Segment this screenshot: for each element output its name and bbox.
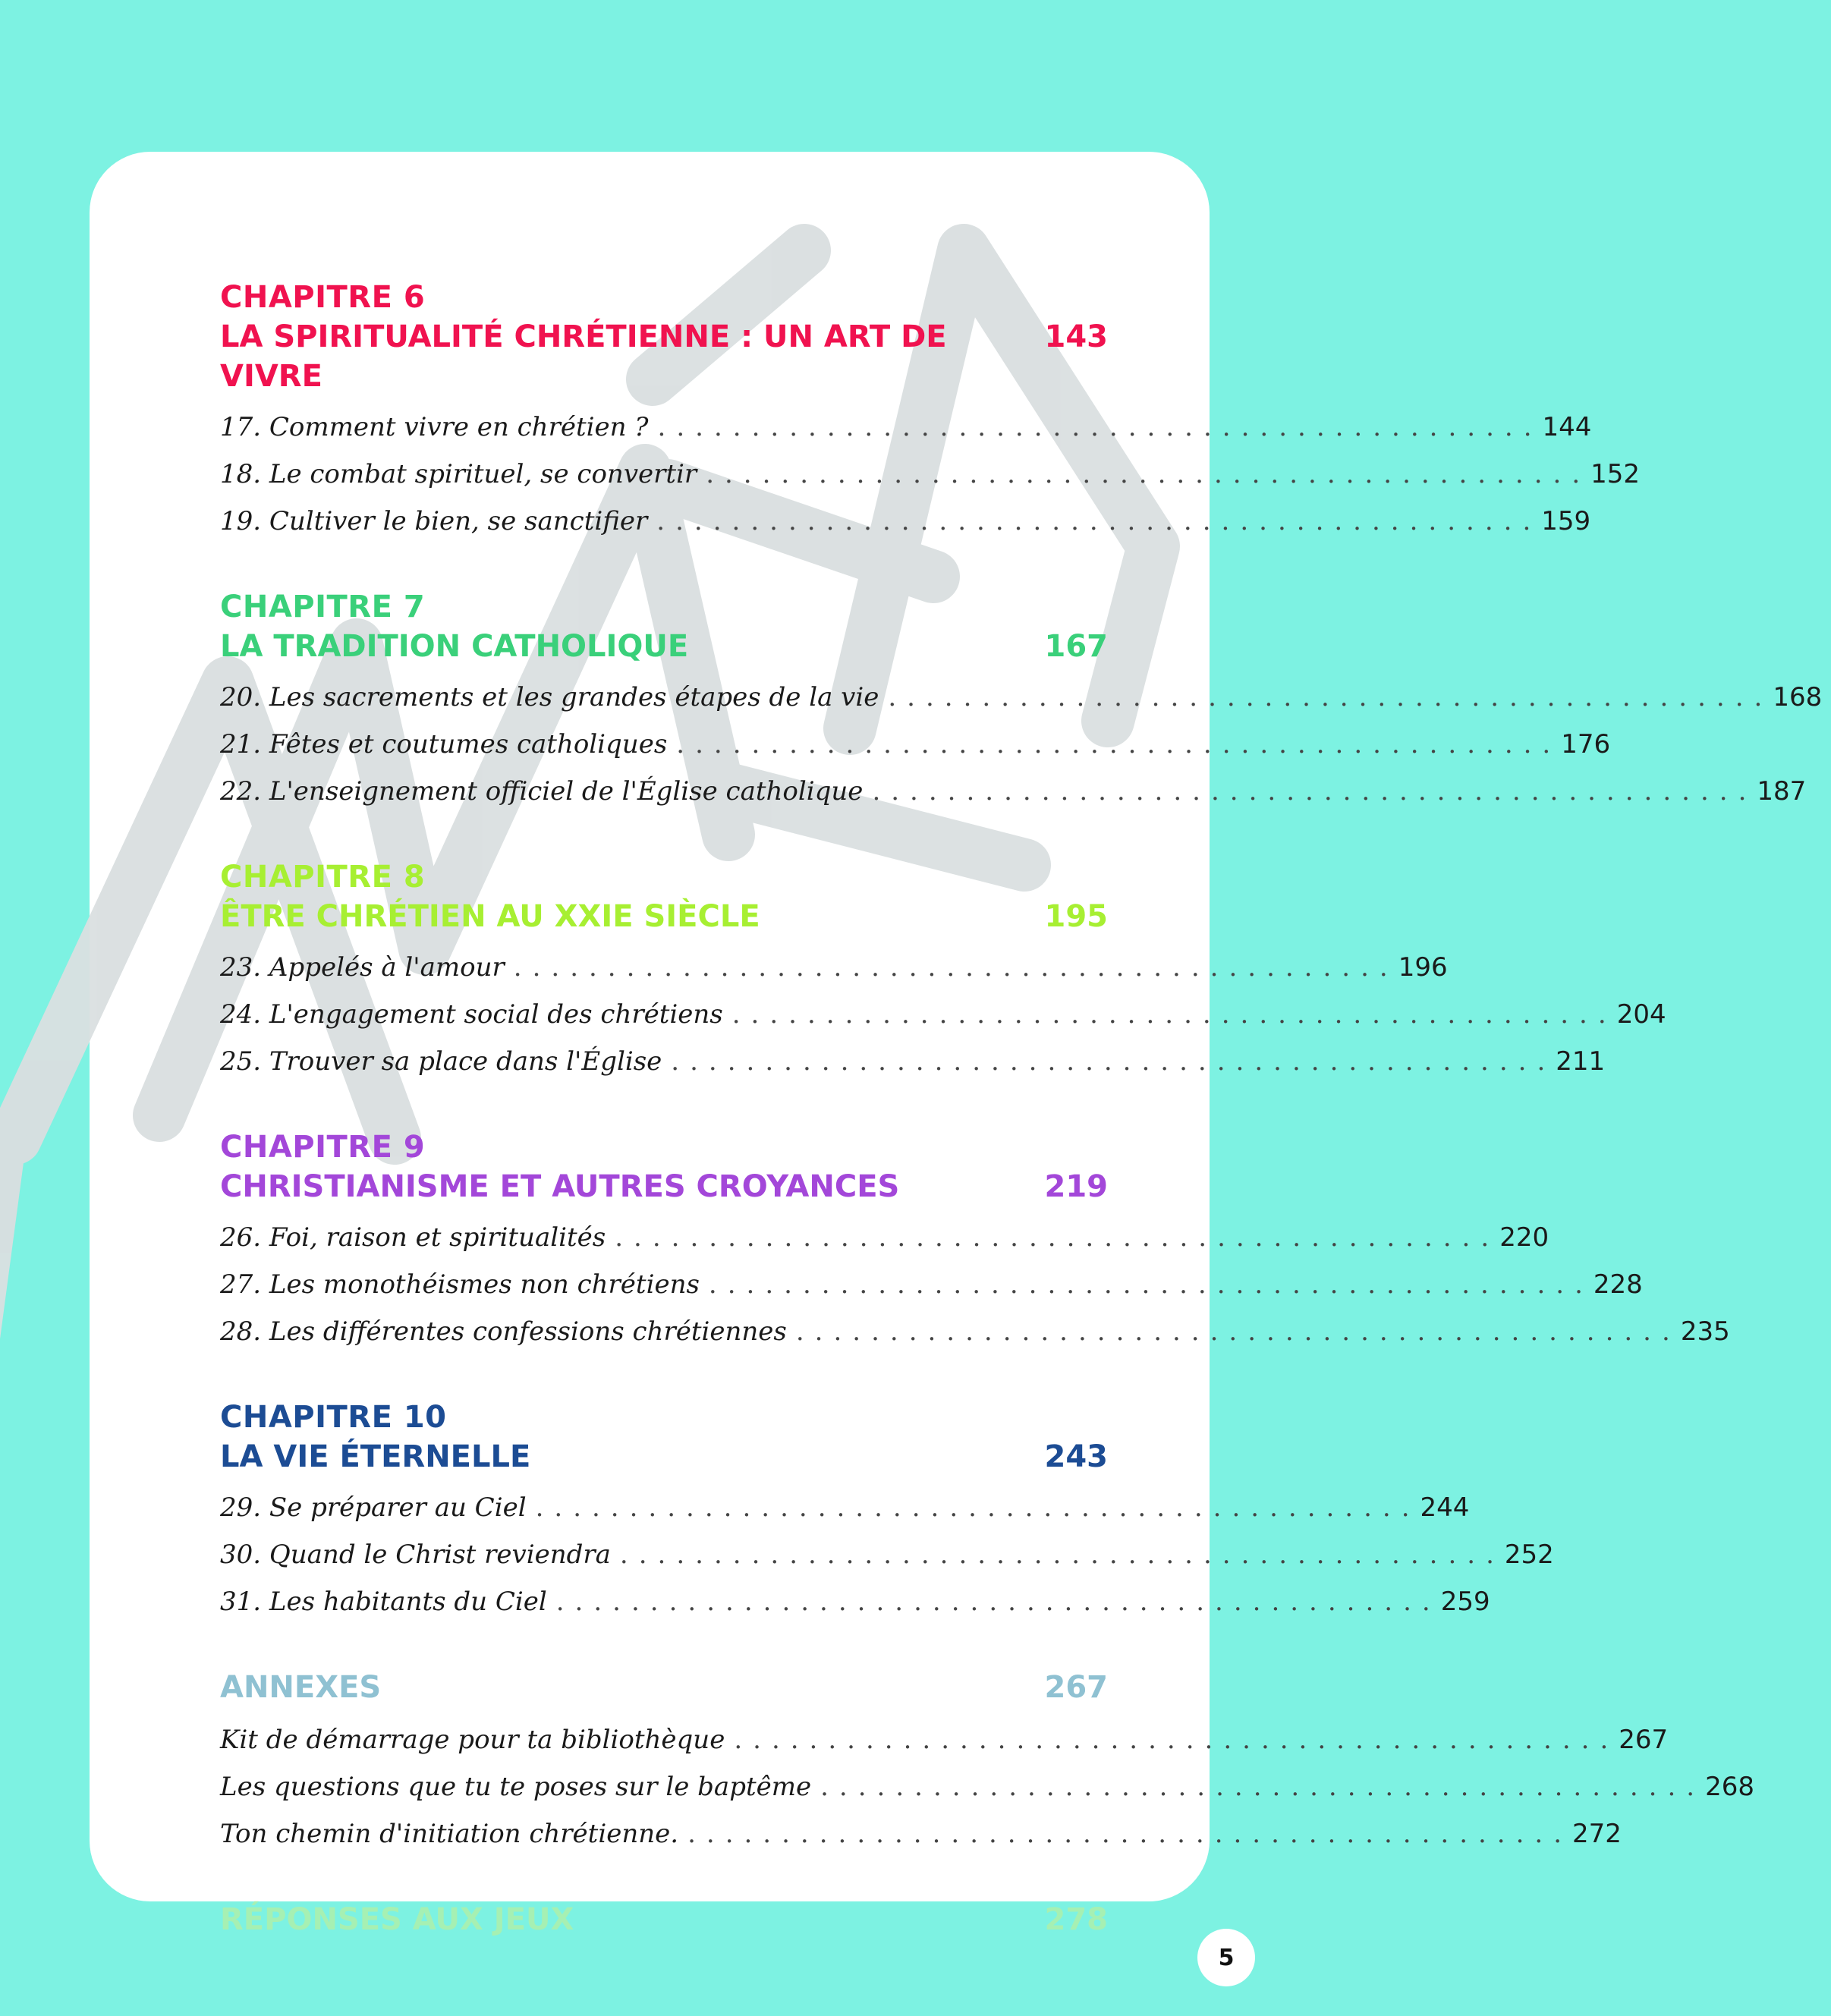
entry-title: 17. Comment vivre en chrétien ? — [220, 412, 649, 442]
entry-title: 18. Le combat spirituel, se convertir — [220, 459, 697, 489]
chapter-page: 219 — [1044, 1169, 1108, 1204]
chapter-7 — [220, 587, 1823, 815]
chapter-title: CHRISTIANISME ET AUTRES CROYANCES — [220, 1169, 900, 1204]
dot-leader: ............................................... — [888, 682, 1773, 712]
entry-page: 272 — [1572, 1819, 1622, 1849]
entry-title: 22. L'enseignement officiel de l'Église catholique — [220, 776, 864, 807]
entry-title: 29. Se préparer au Ciel — [220, 1492, 527, 1523]
toc-entry[interactable] — [220, 674, 1823, 721]
toc-entry[interactable] — [220, 1578, 1490, 1625]
toc-entry[interactable] — [220, 1763, 1754, 1810]
dot-leader: ............................................... — [687, 1819, 1573, 1849]
entry-title: 30. Quand le Christ reviendra — [220, 1540, 611, 1570]
entry-page: 220 — [1499, 1222, 1549, 1253]
dot-leader: ............................................... — [671, 1046, 1556, 1077]
entry-page: 159 — [1541, 506, 1591, 536]
entry-page: 176 — [1561, 729, 1611, 760]
dot-leader: ............................................... — [615, 1222, 1500, 1253]
reponses-section — [220, 1900, 1108, 1939]
chapter-6 — [220, 278, 1641, 545]
entry-page: 204 — [1616, 999, 1666, 1030]
toc-entry[interactable] — [220, 944, 1448, 991]
dot-leader: ............................................... — [676, 729, 1562, 760]
dot-leader: ............................................... — [656, 506, 1542, 536]
toc-entry[interactable] — [220, 991, 1666, 1038]
toc-entry[interactable] — [220, 1484, 1470, 1531]
entry-title: 24. L'engagement social des chrétiens — [220, 999, 723, 1030]
toc-entry[interactable] — [220, 721, 1611, 768]
dot-leader: ............................................... — [731, 999, 1617, 1030]
toc-entry[interactable] — [220, 1531, 1554, 1578]
entry-title: 26. Foi, raison et spiritualités — [220, 1222, 606, 1253]
dot-leader: ............................................... — [657, 412, 1543, 442]
dot-leader: ............................................... — [535, 1492, 1420, 1523]
annexes-section — [220, 1668, 1754, 1857]
chapter-label: CHAPITRE 9 — [220, 1130, 426, 1165]
dot-leader: ............................................... — [555, 1587, 1441, 1617]
dot-leader: ............................................... — [820, 1772, 1706, 1802]
chapter-title-row — [220, 317, 1108, 396]
dot-leader: ............................................... — [619, 1540, 1505, 1570]
entry-page: 144 — [1542, 412, 1592, 442]
chapter-page: 167 — [1044, 629, 1108, 664]
entry-page: 235 — [1680, 1316, 1730, 1347]
entry-page: 168 — [1773, 682, 1823, 712]
page-number-badge: 5 — [1197, 1929, 1255, 1986]
annexes-title-row — [220, 1668, 1108, 1707]
toc-entry[interactable] — [220, 1038, 1606, 1085]
dot-leader: ............................................... — [872, 776, 1757, 807]
entry-title: 23. Appelés à l'amour — [220, 952, 505, 983]
entry-page: 152 — [1590, 459, 1641, 489]
annexes-page: 267 — [1044, 1670, 1108, 1705]
entry-title: 20. Les sacrements et les grandes étapes de la vie — [220, 682, 879, 712]
chapter-page: 195 — [1044, 899, 1108, 934]
entry-title: 31. Les habitants du Ciel — [220, 1587, 547, 1617]
table-of-contents — [220, 278, 1823, 1982]
dot-leader: ............................................... — [513, 952, 1398, 983]
chapter-label: CHAPITRE 6 — [220, 280, 426, 315]
entry-page: 228 — [1593, 1269, 1643, 1300]
chapter-title: LA TRADITION CATHOLIQUE — [220, 629, 689, 664]
entry-title: Ton chemin d'initiation chrétienne. — [220, 1819, 679, 1849]
entry-title: 25. Trouver sa place dans l'Église — [220, 1046, 662, 1077]
chapter-title-row — [220, 627, 1108, 666]
entry-title: Kit de démarrage pour ta bibliothèque — [220, 1725, 725, 1755]
chapter-title-row — [220, 1167, 1108, 1206]
chapter-label: CHAPITRE 7 — [220, 590, 426, 624]
entry-page: 244 — [1420, 1492, 1470, 1523]
chapter-page: 243 — [1044, 1439, 1108, 1474]
entry-title: Les questions que tu te poses sur le baptême — [220, 1772, 812, 1802]
entry-title: 27. Les monothéismes non chrétiens — [220, 1269, 700, 1300]
entry-page: 268 — [1705, 1772, 1754, 1802]
chapter-label: CHAPITRE 10 — [220, 1400, 447, 1435]
entry-title: 28. Les différentes confessions chrétiennes — [220, 1316, 787, 1347]
dot-leader: ............................................... — [795, 1316, 1681, 1347]
dot-leader: ............................................... — [706, 459, 1591, 489]
entry-title: 21. Fêtes et coutumes catholiques — [220, 729, 668, 760]
chapter-9 — [220, 1128, 1730, 1355]
chapter-title-row — [220, 1437, 1108, 1477]
toc-entry[interactable] — [220, 1810, 1622, 1857]
chapter-label: CHAPITRE 8 — [220, 860, 426, 895]
entry-page: 267 — [1619, 1725, 1669, 1755]
toc-entry[interactable] — [220, 1214, 1549, 1261]
toc-entry[interactable] — [220, 768, 1807, 815]
annexes-title: ANNEXES — [220, 1670, 382, 1705]
reponses-title-row[interactable] — [220, 1900, 1108, 1939]
toc-entry[interactable] — [220, 1716, 1669, 1763]
chapter-title: LA VIE ÉTERNELLE — [220, 1439, 531, 1474]
chapter-10 — [220, 1398, 1554, 1625]
toc-entry[interactable] — [220, 1308, 1730, 1355]
reponses-page: 278 — [1044, 1902, 1108, 1937]
toc-entry[interactable] — [220, 451, 1641, 498]
toc-entry[interactable] — [220, 498, 1591, 545]
chapter-title: LA SPIRITUALITÉ CHRÉTIENNE : UN ART DE VIVRE — [220, 319, 947, 394]
entry-page: 259 — [1440, 1587, 1490, 1617]
dot-leader: ............................................... — [708, 1269, 1593, 1300]
toc-entry[interactable] — [220, 404, 1592, 451]
chapter-8 — [220, 857, 1666, 1085]
toc-entry[interactable] — [220, 1261, 1643, 1308]
entry-title: 19. Cultiver le bien, se sanctifier — [220, 506, 648, 536]
chapter-page: 143 — [1044, 319, 1108, 354]
chapter-title-row — [220, 897, 1108, 936]
entry-page: 252 — [1504, 1540, 1554, 1570]
dot-leader: ............................................... — [734, 1725, 1619, 1755]
reponses-title: RÉPONSES AUX JEUX — [220, 1902, 574, 1937]
chapter-title: ÊTRE CHRÉTIEN AU XXIE SIÈCLE — [220, 899, 760, 934]
entry-page: 211 — [1556, 1046, 1606, 1077]
entry-page: 187 — [1757, 776, 1807, 807]
entry-page: 196 — [1398, 952, 1448, 983]
